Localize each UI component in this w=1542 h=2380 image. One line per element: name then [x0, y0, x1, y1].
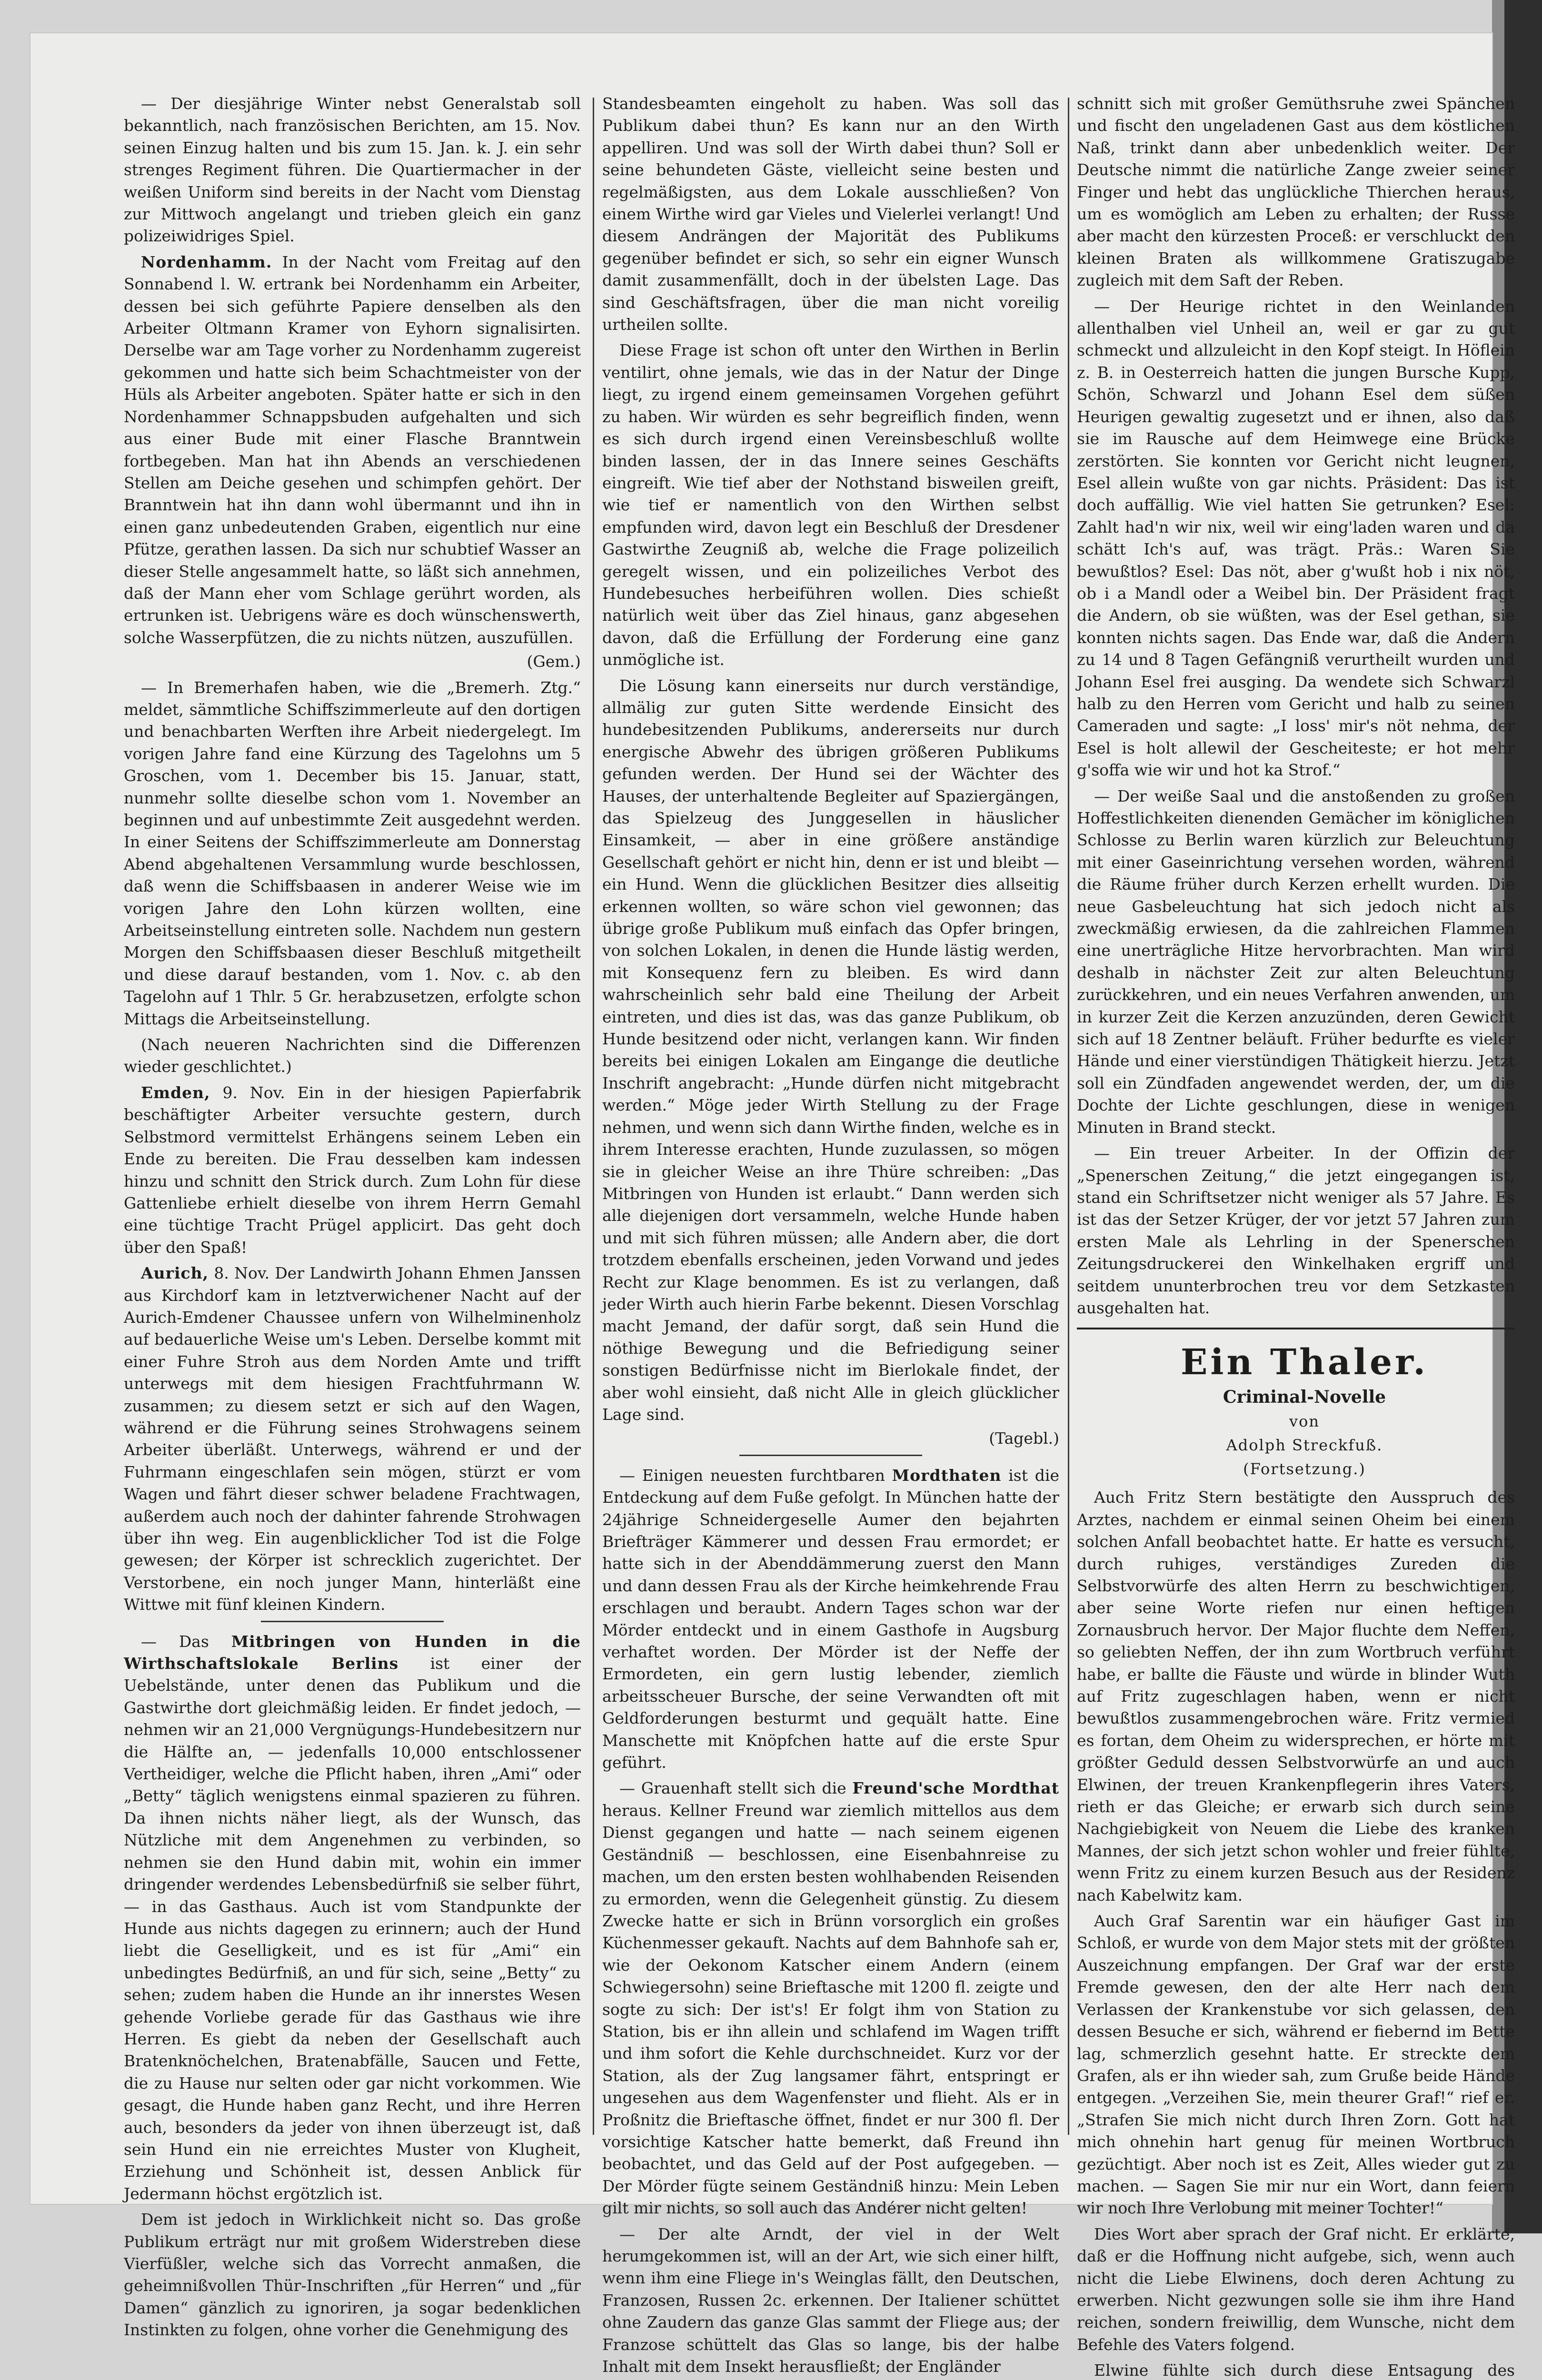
article-hunde-part2: Standesbeamten eingeholt zu haben. Was soll das Publikum dabei thun? Es kann nur an den Wirth appelliren. Und was soll der Wirth dabei thun? Soll er seine behundeten Gäste, vielleicht seine besten und regelmäßigsten, aus dem Lokale ausschließen? Von einem Wirthe wird gar Vieles und Vielerlei verlangt! Und diesem Andrängen der Majorität des Publikums gegenüber befindet er sich, so sehr ein eigner Wunsch damit zusammenfällt, doch in der übelsten Lage. Das sind Geschäftsfragen, über die man nicht voreilig urtheilen sollte.	[602, 94, 1059, 334]
column-rule-2	[1068, 98, 1069, 2135]
novel-para-4: Elwine fühlte sich durch diese Entsagung des	[1094, 2361, 1515, 2380]
headline-freund: Freund'sche Mordthat	[852, 1779, 1059, 1798]
article-emden	[124, 1082, 581, 1259]
article-hunde-part4: Die Lösung kann einerseits nur durch verständige, allmälig zur guten Sitte werdende Einsicht des hundebesitzenden Publikums, andererseits nur durch energische Abwehr des übrigen größeren Publikums gefunden werden. Der Hund sei der Wächter des Hauses, der unterhaltende Begleiter auf Spaziergängen, das Spielzeug des Junggesellen in häuslicher Einsamkeit, — aber in eine größere anständige Gesellschaft gehört er nicht hin, denn er ist und bleibt — ein Hund. Wenn die glücklichen Besitzer dies allseitig erkennen wollten, so wäre schon viel gewonnen; das übrige große Publikum muß einfach das Opfer bringen, von solchen Lokalen, in denen die Hunde lästig werden, mit Konsequenz fern zu bleiben. Es wird dann wahrscheinlich sehr bald eine Theilung der Arbeit eintreten, und dies ist das, was das ganze Publikum, ob Hunde besitzend oder nicht, verlangen kann. Wir finden bereits bei einigen Lokalen am Eingange die deutliche Inschrift angebracht: „Hunde dürfen nicht mitgebracht werden.“ Möge jeder Wirth Stellung zu der Frage nehmen, und wenn sich dann Wirthe finden, welche es in ihrem Interesse erachten, Hunde zuzulassen, so mögen sie in gleicher Weise an ihre Thüre schreiben: „Das Mitbringen von Hunden ist erlaubt.“ Dann werden sich alle diejenigen dort versammeln, welche Hunde haben und mit sich führen müssen; alle Andern aber, die dort trotzdem ebenfalls erscheinen, jeden Vorwand und jedes Recht zur Klage benommen. Es ist zu verlangen, daß jeder Wirth auch hierin Farbe bekennt. Diesen Vorschlag macht Jemand, der dafür sorgt, daß sein Hund die nöthige Bewegung und die Befriedigung seiner sonstigen Bedürfnisse nicht im Bierlokale findet, der aber wohl einsieht, daß nicht Alle in gleich glücklicher Lage sind.	[602, 676, 1059, 1424]
article-mordthaten	[602, 1465, 1059, 1774]
article-mordthaten-text: ist die Entdeckung auf dem Fuße gefolgt. In München hatte der 24jährige Schneidergeselle Aumer den bejahrten Briefträger Kämmerer und dessen Frau ermordet; er hatte sich in der Abenddämmerung zuerst den Mann und dann dessen Frau als der Kirche heimkehrende Frau erschlagen und beraubt. Andern Tages schon war der Mörder entdeckt und in einem Gasthofe in Augsburg verhaftet worden. Der Mörder ist der Neffe der Ermordeten, ein gern lustig lebender, ziemlich arbeitsscheuer Bursche, der seine Verwandten oft mit Geldforderungen besturmt und gequält hatte. Eine Manschette mit Knöpfchen hatte auf die erste Spur geführt.	[602, 1466, 1059, 1772]
headline-hunde: Mitbringen von Hunden in die Wirthschaftslokale Berlins	[124, 1632, 581, 1673]
novel-author: Adolph Streckfuß.	[1226, 1436, 1383, 1455]
novel-von: von	[1289, 1412, 1320, 1431]
article-winter: — Der diesjährige Winter nebst Generalstab soll bekanntlich, nach französischen Berichten, am 15. Nov. seinen Einzug halten und bis zum 15. Jan. k. J. ein sehr strenges Regiment führen. Die Quartiermacher in der weißen Uniform sind bereits in der Nacht vom Dienstag zur Mittwoch angelangt und trieben gleich ein ganz polizeiwidriges Spiel.	[124, 94, 581, 246]
article-fliege: — Der alte Arndt, der viel in der Welt herumgekommen ist, will an der Art, wie sich einer hilft, wenn ihm eine Fliege in's Weinglas fällt, den Deutschen, Franzosen, Russen 2c. erkennen. Der Italiener schüttet ohne Zaudern das ganze Glas sammt der Fliege aus; der Franzose schüttelt das Glas so lange, bis der halbe Inhalt mit dem Insekt herausfließt; der Engländer	[602, 2224, 1059, 2376]
novel-para-2: Auch Graf Sarentin war ein häufiger Gast im Schloß, er wurde von dem Major stets mit der größten Auszeichnung empfangen. Der Graf war der erste Fremde gewesen, den der alte Herr nach dem Verlassen der Krankenstube vor sich gelassen, den dessen Besuche er sich, während er fiebernd im Bette lag, schmerzlich gesehnt hatte. Er streckte dem Grafen, als er ihn wieder sah, zum Gruße beide Hände entgegen. „Verzeihen Sie, mein theurer Graf!“ rief er. „Strafen Sie mich nicht durch Ihren Zorn. Gott hat mich ohnehin hart genug für meinen Wortbruch gezüchtigt. Aber noch ist es Zeit, Alles wieder gut zu machen. — Sagen Sie mir nur ein Wort, dann feiern wir noch Ihre Verlobung mit meiner Tochter!“	[1077, 1912, 1515, 2218]
article-freund-lead: — Grauenhaft stellt sich die	[619, 1779, 846, 1798]
article-hunde	[124, 1631, 581, 2205]
source-gem: (Gem.)	[527, 652, 581, 671]
headline-nordenhamm: Nordenhamm.	[141, 252, 272, 271]
article-aurich-text: 8. Nov. Der Landwirth Johann Ehmen Janssen aus Kirchdorf kam in letztverwichener Nacht auf der Aurich-Emdener Chaussee unfern von Wilhelminenholz auf bedauerliche Weise um's Leben. Derselbe kommt mit einer Fuhre Stroh aus dem Norden Amte und trifft unterwegs mit dem hiesigen Frachtfuhrmann W. zusammen; zu diesem setzt er sich auf den Wagen, während er die Führung seines Strohwagens seinem Arbeiter überläßt. Unterwegs, während er und der Fuhrmann eingeschlafen sein mögen, stürzt er vom Wagen und fährt dieser schwer beladene Frachtwagen, außerdem auch noch der dahinter fahrende Strohwagen über ihn weg. Ein augenblicklicher Tod ist die Folge gewesen; der Körper ist schrecklich zugerichtet. Der Verstorbene, ein noch junger Mann, hinterläßt eine Wittwe mit fünf kleinen Kindern.	[124, 1264, 581, 1614]
article-hunde-lead: — Das	[141, 1632, 209, 1651]
article-bremerhafen-note: (Nach neueren Nachrichten sind die Differenzen wieder geschlichtet.)	[124, 1035, 581, 1076]
headline-aurich: Aurich,	[141, 1264, 209, 1283]
novel-heading	[1077, 1342, 1515, 1479]
article-hunde-text: ist einer der Uebelstände, unter denen das Publikum und die Gastwirthe dort gleichmäßig leiden. Er findet jedoch, — nehmen wir an 21,000 Vergnügungs-Hundebesitzern nur die Hälfte an, — jedenfalls 10,000 entschlossener Vertheidiger, welche die Pflicht haben, ihren „Ami“ oder „Betty“ täglich wenigstens einmal spazieren zu führen. Da ihnen nichts näher liegt, als der Wunsch, das Nützliche mit dem Angenehmen zu verbinden, so nehmen sie den Hund dabin mit, wohin ein immer dringender werdendes Lebensbedürfniß sie selber führt, — in das Gasthaus. Auch ist vom Standpunkte der Hunde aus nichts dagegen zu erinnern; auch der Hund liebt die Geselligkeit, und es ist für „Ami“ ein unbedingtes Bedürfniß, an und für sich, seine „Betty“ zu sehen; zudem haben die Hunde an ihr innerstes Wesen gehende Vorliebe gerade für das Gasthaus wie ihre Herren. Es giebt da neben der Gesellschaft auch Bratenknöchelchen, Bratenabfälle, Saucen und Fette, die zu Hause nur selten oder gar nicht vorkommen. Wie gesagt, die Hunde haben ganz Recht, und ihre Herren auch, besonders da jeder von ihnen überzeugt ist, daß sein Hund ein nie erreichtes Muster von Klugheit, Erziehung und Schönheit ist, dessen Anblick für Jedermann höchst ergötzlich ist.	[124, 1654, 581, 2203]
column-3	[1077, 93, 1515, 2380]
article-emden-text: 9. Nov. Ein in der hiesigen Papierfabrik beschäftigter Arbeiter versuchte gestern, durch Selbstmord vermittelst Erhängens seinem Leben ein Ende zu bereiten. Die Frau desselben kam indessen hinzu und schnitt den Strick durch. Zum Lohn für diese Gattenliebe erhielt dieselbe von ihrem Herrn Gemahl eine tüchtige Tracht Prügel applicirt. Das geht doch über den Spaß!	[124, 1083, 581, 1257]
article-treuer-arbeiter: — Ein treuer Arbeiter. In der Offizin der „Spenerschen Zeitung,“ die jetzt eingegangen ist, stand ein Schriftsetzer nicht weniger als 57 Jahre. Es ist das der Setzer Krüger, der vor jetzt 57 Jahren zum ersten Male als Lehrling in der Spenerschen Zeitungsdruckerei den Winkelhaken ergriff und seitdem ununterbrochen treu vor dem Setzkasten ausgehalten hat.	[1077, 1144, 1515, 1317]
source-tagebl: (Tagebl.)	[989, 1429, 1059, 1448]
separator-feuilleton	[1077, 1328, 1515, 1329]
separator-short	[261, 1621, 444, 1622]
article-freund-text: heraus. Kellner Freund war ziemlich mittellos aus dem Dienst gegangen und hatte — nach seinem eigenen Geständniß — beschlossen, eine Eisenbahnreise zu machen, um den ersten besten wohlhabenden Reisenden zu ermorden, wenn die Gelegenheit günstig. Zu diesem Zwecke hatte er sich in Brünn vorsorglich ein großes Küchenmesser gekauft. Nachts auf dem Bahnhofe sah er, wie der Oekonom Katscher einem Andern (einem Schwiegersohn) seine Brieftasche mit 1200 fl. zeigte und sogte zu sich: Der ist's! Er folgt ihm von Station zu Station, bis er ihn allein und schlafend im Wagen trifft und ihm sofort die Kehle durchschneidet. Kurz vor der Station, als der Zug langsamer fährt, entspringt er ungesehen aus dem Wagenfenster und flieht. Als er in Proßnitz die Brieftasche öffnet, findet er nur 300 fl. Der vorsichtige Katscher hatte bemerkt, daß Freund ihn beobachtet, und das Geld auf der Post aufgegeben. — Der Mörder fügte seinem Geständniß hinzu: Mein Leben gilt mir nichts, so soll auch das Andérer nicht gelten!	[602, 1801, 1059, 2218]
article-freund	[602, 1777, 1059, 2219]
headline-mordthaten: Mordthaten	[892, 1466, 1002, 1485]
article-nordenhamm-text: In der Nacht vom Freitag auf den Sonnabend l. W. ertrank bei Nordenhamm ein Arbeiter, dessen bei sich geführte Papiere denselben als den Arbeiter Oltmann Kramer von Eyhorn signalisirten. Derselbe war am Tage vorher zu Nordenhamm zugereist gekommen und hatte sich beim Schachtmeister von der Hüls als Arbeiter angeboten. Später hatte er sich in den Nordenhammer Schnappsbuden aufgehalten und sich aus einer Bude mit einer Flasche Branntwein fortbegeben. Man hat ihn Abends an verschiedenen Stellen am Deiche gesehen und schimpfen gehört. Der Branntwein hat ihn dann wohl übermannt und ihn in einen ganz unbedeutenden Graben, eigentlich nur eine Pfütze, gerathen lassen. Da sich nur schubtief Wasser an dieser Stelle angesammelt hatte, so läßt sich annehmen, daß der Mann eher vom Schlage gerührt worden, als ertrunken ist. Uebrigens wäre es doch wünschenswerth, solche Wasserpfützen, die zu nichts nützen, auszufüllen.	[124, 252, 581, 647]
article-fliege-cont: schnitt sich mit großer Gemüthsruhe zwei Spänchen und fischt den ungeladenen Gast aus dem köstlichen Naß, trinkt dann aber unbedenklich weiter. Der Deutsche nimmt die natürliche Zange zweier seiner Finger und hebt das unglückliche Thierchen heraus, um es womöglich am Leben zu erhalten; der Russe aber macht den kürzesten Proceß: er verschluckt den kleinen Braten als willkommene Gratiszugabe zugleich mit dem Saft der Reben.	[1077, 94, 1515, 290]
novel-subtitle: Criminal-Novelle	[1223, 1387, 1386, 1408]
column-rule-1	[593, 98, 594, 2135]
article-weisse-saal: — Der weiße Saal und die anstoßenden zu großen Hoffestlichkeiten dienenden Gemächer im königlichen Schlosse zu Berlin waren kürzlich zur Beleuchtung mit einer Gaseinrichtung versehen worden, während die Räume früher durch Kerzen erhellt wurden. Die neue Gasbeleuchtung hat sich jedoch nicht als zweckmäßig erwiesen, da die zahlreichen Flammen eine unerträgliche Hitze hervorbrachten. Man wird deshalb in nächster Zeit zur alten Beleuchtung zurückkehren, und ein neues Verfahren anwenden, um in kurzer Zeit die Kerzen anzuzünden, deren Gewicht sich auf 18 Zentner beläuft. Früher bedurfte es vieler Hände und einer vierstündigen Thätigkeit hierzu. Jetzt soll ein Zündfaden angewendet werden, der, um die Dochte der Lichte geschlungen, diese in wenigen Minuten in Brand steckt.	[1077, 786, 1515, 1137]
novel-para-3: Dies Wort aber sprach der Graf nicht. Er erklärte, daß er die Hoffnung nicht aufgebe, sich, wenn auch nicht die Liebe Elwinens, doch deren Achtung zu erwerben. Nicht gezwungen solle sie ihm ihre Hand reichen, sondern freiwillig, dem Wunsche, nicht dem Befehle des Vaters folgend.	[1077, 2224, 1515, 2354]
article-bremerhafen: — In Bremerhafen haben, wie die „Bremerh. Ztg.“ meldet, sämmtliche Schiffszimmerleute auf den dortigen und benachbarten Werften ihre Arbeit niedergelegt. Im vorigen Jahre fand eine Kürzung des Tagelohns um 5 Groschen, vom 1. December bis 15. Januar, statt, nunmehr sollte dieselbe schon vom 1. November an beginnen und auf unbestimmte Zeit ausgedehnt werden. In einer Seitens der Schiffszimmerleute am Donnerstag Abend abgehaltenen Versammlung wurde beschlossen, daß wenn die Schiffsbaasen in anderer Weise wie im vorigen Jahre den Lohn kürzen wollten, eine Arbeitseinstellung eintreten solle. Nachdem nun gestern Morgen den Schiffsbaasen dieser Beschluß mitgetheilt und diese darauf bestanden, vom 1. Nov. c. ab den Tagelohn auf 1 Thlr. 5 Gr. herabzusetzen, erfolgte schon Mittags die Arbeitseinstellung.	[124, 678, 581, 1028]
novel-para-1: Auch Fritz Stern bestätigte den Ausspruch des Arztes, nachdem er einmal seinen Oheim bei einem solchen Anfall beobachtet hatte. Er hatte es versucht, durch ruhiges, verständiges Zureden die Selbstvorwürfe des alten Herrn zu beschwichtigen, aber seine Worte riefen nur einen heftigen Zornausbruch hervor. Der Major fluchte dem Neffen, so geliebten Neffen, der ihn zum Wortbruch verführt habe, er ballte die Fäuste und würde in blinder Wuth auf Fritz zugeschlagen haben, wenn er nicht bewußtlos zusammengebrochen wäre. Fritz vermied es fortan, dem Oheim zu widersprechen, er hörte mit größter Geduld dessen Selbstvorwürfe an und auch Elwinen, der treuen Krankenpflegerin ihres Vaters, rieth er das Gleiche; er erwarb sich durch seine Nachgiebigkeit von Neuem die Liebe des kranken Mannes, der sich jetzt schon wohler und freier fühlte, wenn Fritz zu einem kurzen Besuch aus der Residenz nach Kabelwitz kam.	[1077, 1488, 1515, 1904]
article-hunde-part3: Diese Frage ist schon oft unter den Wirthen in Berlin ventilirt, ohne jemals, wie das in der Natur der Dinge liegt, zu irgend einem gemeinsamen Vorgehen geführt zu haben. Wir würden es sehr begreiflich finden, wenn es sich durch irgend einen Vereinsbeschluß wollte binden lassen, der in das Innere seines Geschäfts eingreift. Wie tief aber der Nothstand bisweilen greift, wie tief er namentlich von den Wirthen selbst empfunden wird, davon legt ein Beschluß der Dresdener Gastwirthe Zeugniß ab, welche die Frage polizeilich geregelt wissen, und ein polizeiliches Verbot des Hundebesuches herbeiführen wollen. Dies schießt natürlich weit über das Ziel hinaus, ganz abgesehen davon, daß die Erfüllung der Forderung eine ganz unmögliche ist.	[602, 341, 1059, 669]
separator-short-2	[739, 1455, 922, 1456]
article-aurich	[124, 1262, 581, 1616]
novel-continuation: (Fortsetzung.)	[1243, 1460, 1366, 1478]
article-hunde-cont: Dem ist jedoch in Wirklichkeit nicht so. Das große Publikum erträgt nur mit großem Widerstreben diese Vierfüßler, welche sich das Vorrecht anmaßen, die geheimnißvollen Thür-Inschriften „für Herren“ und „für Damen“ gänzlich zu ignoriren, ja sogar bedenklichen Instinkten zu folgen, ohne vorher die Genehmigung des	[124, 2210, 581, 2340]
column-2	[602, 93, 1059, 2376]
novel-title: Ein Thaler.	[1180, 1342, 1429, 1383]
article-mordthaten-lead: — Einigen neuesten furchtbaren	[619, 1466, 885, 1485]
article-heurige: — Der Heurige richtet in den Weinlanden allenthalben viel Unheil an, weil er gar zu gut schmeckt und allzuleicht in den Kopf steigt. In Höflein z. B. in Oesterreich hatten die jungen Bursche Kupp, Schön, Schwarzl und Johann Esel dem süßen Heurigen gewaltig zugesetzt und er ihnen, also daß sie im Rausche auf dem Heimwege eine Brücke zerstörten. Sie konnten vor Gericht nicht leugnen, Esel allein wußte von gar nichts. Präsident: Das ist doch auffällig. Wie viel hatten Sie getrunken? Esel: Zahlt had'n wir nix, weil wir eing'laden waren und da schätt Ich's auf, was trägt. Präs.: Waren Sie bewußtlos? Esel: Das nöt, aber g'wußt hob i nix nöt, ob i a Mandl oder a Weibel bin. Der Präsident fragt die Andern, ob sie wüßten, was der Esel gethan, sie konnten nichts sagen. Das Ende war, daß die Andern zu 14 und 8 Tagen Gefängniß verurtheilt wurden und Johann Esel frei ausging. Da wendete sich Schwarzl halb zu den Herren vom Gericht und halb zu seinen Cameraden und sagte: „I loss' mir's nöt nehma, der Esel is holt allewil der Gescheiteste; er hot mehr g'soffa wie wir und hot ka Strof.“	[1077, 297, 1515, 780]
article-nordenhamm	[124, 251, 581, 649]
column-1	[124, 93, 581, 2340]
headline-emden: Emden,	[141, 1083, 210, 1102]
